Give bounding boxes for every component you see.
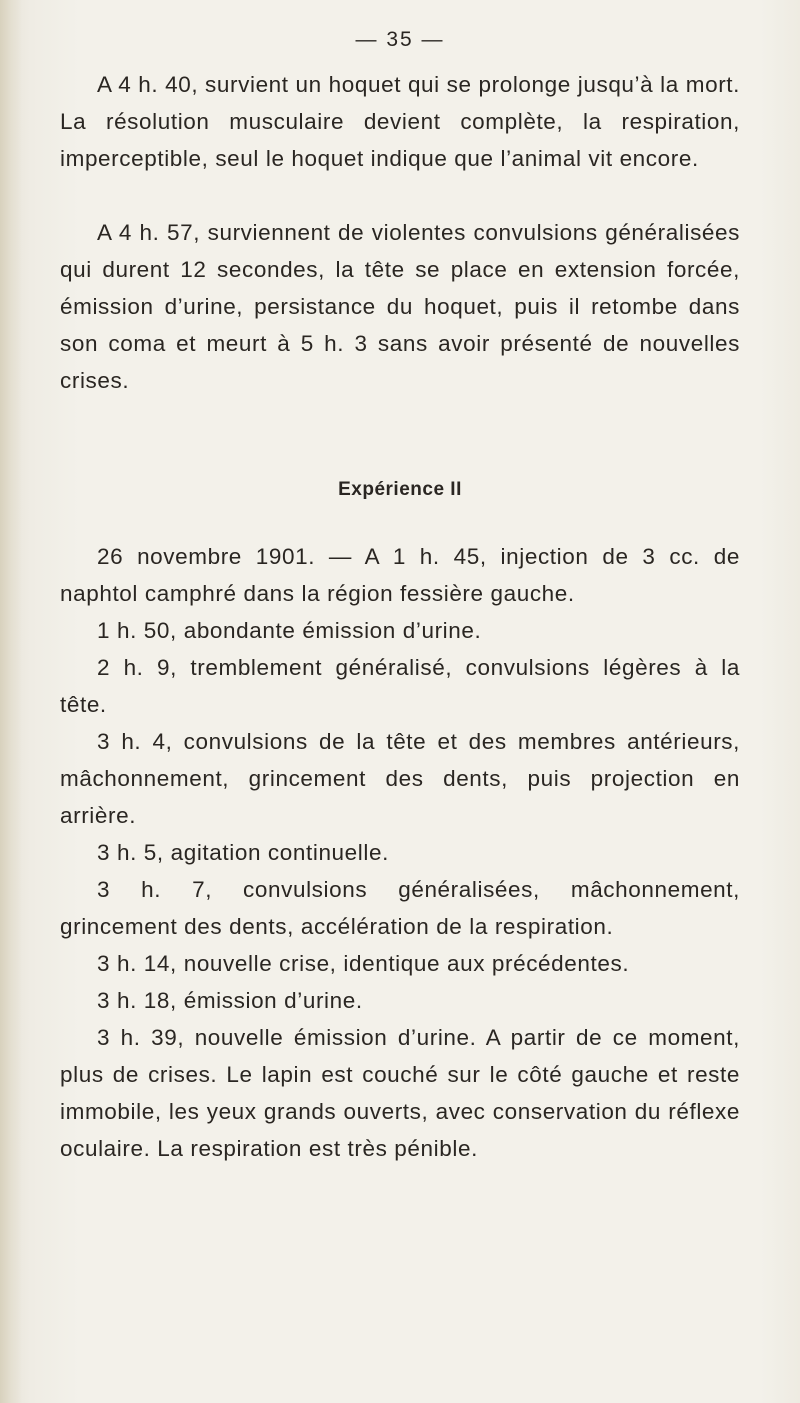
entry-3h18: 3 h. 18, émission d’urine. (97, 988, 363, 1013)
experiment-heading: Expérience II (338, 479, 462, 500)
paragraph-convulsions: A 4 h. 57, surviennent de violentes convulsions généralisées qui durent 12 secondes, la tête se place en extension forcée, émission d’urine, persistance du hoquet, puis il retombe dans son coma et meurt à 5 h. 3 sans avoir présenté de nouvelles crises. (60, 220, 740, 393)
page-edge-stain (0, 0, 22, 1403)
entry-3h7: 3 h. 7, convulsions généralisées, mâchonnement, grincement des dents, accélération de la respiration. (60, 877, 740, 939)
entry-3h39: 3 h. 39, nouvelle émission d’urine. A partir de ce moment, plus de crises. Le lapin est couché sur le côté gauche et reste immobile, les yeux grands ouverts, avec conservation du réflexe oculaire. La respiration est très pénible. (60, 1025, 740, 1161)
entry-3h4: 3 h. 4, convulsions de la tête et des membres antérieurs, mâchonnement, grincement des dents, puis projection en arrière. (60, 729, 740, 828)
paragraph-hoquet: A 4 h. 40, survient un hoquet qui se prolonge jusqu’à la mort. La résolution musculaire devient complète, la respiration, imperceptible, seul le hoquet indique que l’animal vit encore. (60, 72, 740, 171)
entry-1h50: 1 h. 50, abondante émission d’urine. (97, 618, 482, 643)
page-number: — 35 — (355, 28, 445, 51)
entry-injection: 26 novembre 1901. — A 1 h. 45, injection de 3 cc. de naphtol camphré dans la région fessière gauche. (60, 544, 740, 606)
entry-3h14: 3 h. 14, nouvelle crise, identique aux précédentes. (97, 951, 630, 976)
entry-2h9: 2 h. 9, tremblement généralisé, convulsions légères à la tête. (60, 655, 740, 717)
entry-3h5: 3 h. 5, agitation continuelle. (97, 840, 389, 865)
